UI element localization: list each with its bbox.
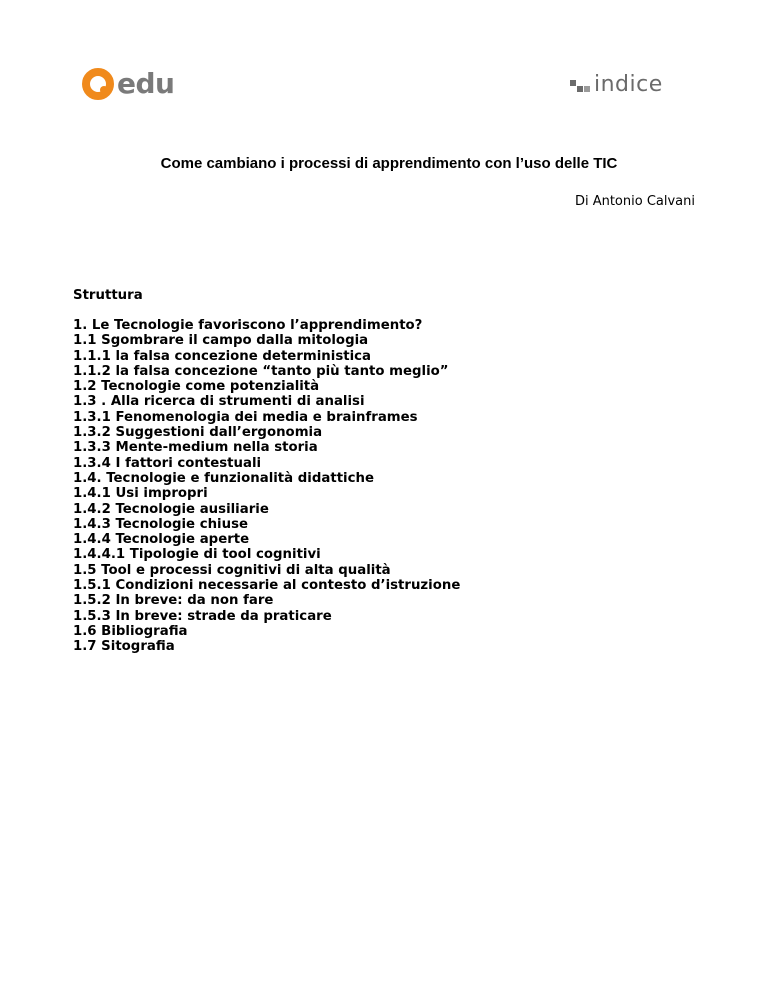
edu-logo <box>82 64 174 104</box>
document-title: Come cambiano i processi di apprendimento con l’uso delle TIC <box>160 155 618 172</box>
toc-item: 1.5.1 Condizioni necessarie al contesto d’istruzione <box>73 578 461 594</box>
structure-heading: Struttura <box>73 288 143 303</box>
indire-squares-icon <box>570 76 592 94</box>
indire-o-ring-icon <box>82 67 116 101</box>
toc-item: 1.4.4.1 Tipologie di tool cognitivi <box>73 547 321 563</box>
toc-item: 1.6 Bibliografia <box>73 623 188 639</box>
edu-logo-text: edu <box>117 67 175 100</box>
table-of-contents <box>73 318 460 655</box>
toc-item: 1.3.4 I fattori contestuali <box>73 455 262 471</box>
toc-item: 1.3.2 Suggestioni dall’ergonomia <box>73 425 323 441</box>
toc-item: 1.5.3 In breve: strade da praticare <box>73 608 332 624</box>
toc-item: 1.4.1 Usi impropri <box>73 486 208 502</box>
toc-item: 1.3.3 Mente-medium nella storia <box>73 440 318 456</box>
toc-item: 1.1 Sgombrare il campo dalla mitologia <box>73 333 369 349</box>
toc-item: 1.5 Tool e processi cognitivi di alta qualità <box>73 562 391 578</box>
toc-item: 1.3 . Alla ricerca di strumenti di analisi <box>73 394 365 410</box>
toc-item: 1.4.4 Tecnologie aperte <box>73 532 250 548</box>
toc-item: 1.7 Sitografia <box>73 639 175 655</box>
toc-item: 1.4. Tecnologie e funzionalità didattiche <box>73 470 374 486</box>
toc-item: 1.4.2 Tecnologie ausiliarie <box>73 501 269 517</box>
indire-logo-text: indiсe <box>594 72 663 97</box>
toc-item: 1.2 Tecnologie come potenzialità <box>73 379 320 395</box>
toc-item: 1.5.2 In breve: da non fare <box>73 593 274 609</box>
indire-logo <box>570 72 663 98</box>
toc-item: 1.1.1 la falsa concezione deterministica <box>73 348 371 364</box>
toc-item: 1.3.1 Fenomenologia dei media e brainframes <box>73 409 418 425</box>
toc-item: 1.4.3 Tecnologie chiuse <box>73 516 249 532</box>
toc-item: 1.1.2 la falsa concezione “tanto più tanto meglio” <box>73 363 449 379</box>
document-author: Di Antonio Calvani <box>574 194 695 209</box>
toc-item: 1. Le Tecnologie favoriscono l’apprendimento? <box>73 318 423 333</box>
